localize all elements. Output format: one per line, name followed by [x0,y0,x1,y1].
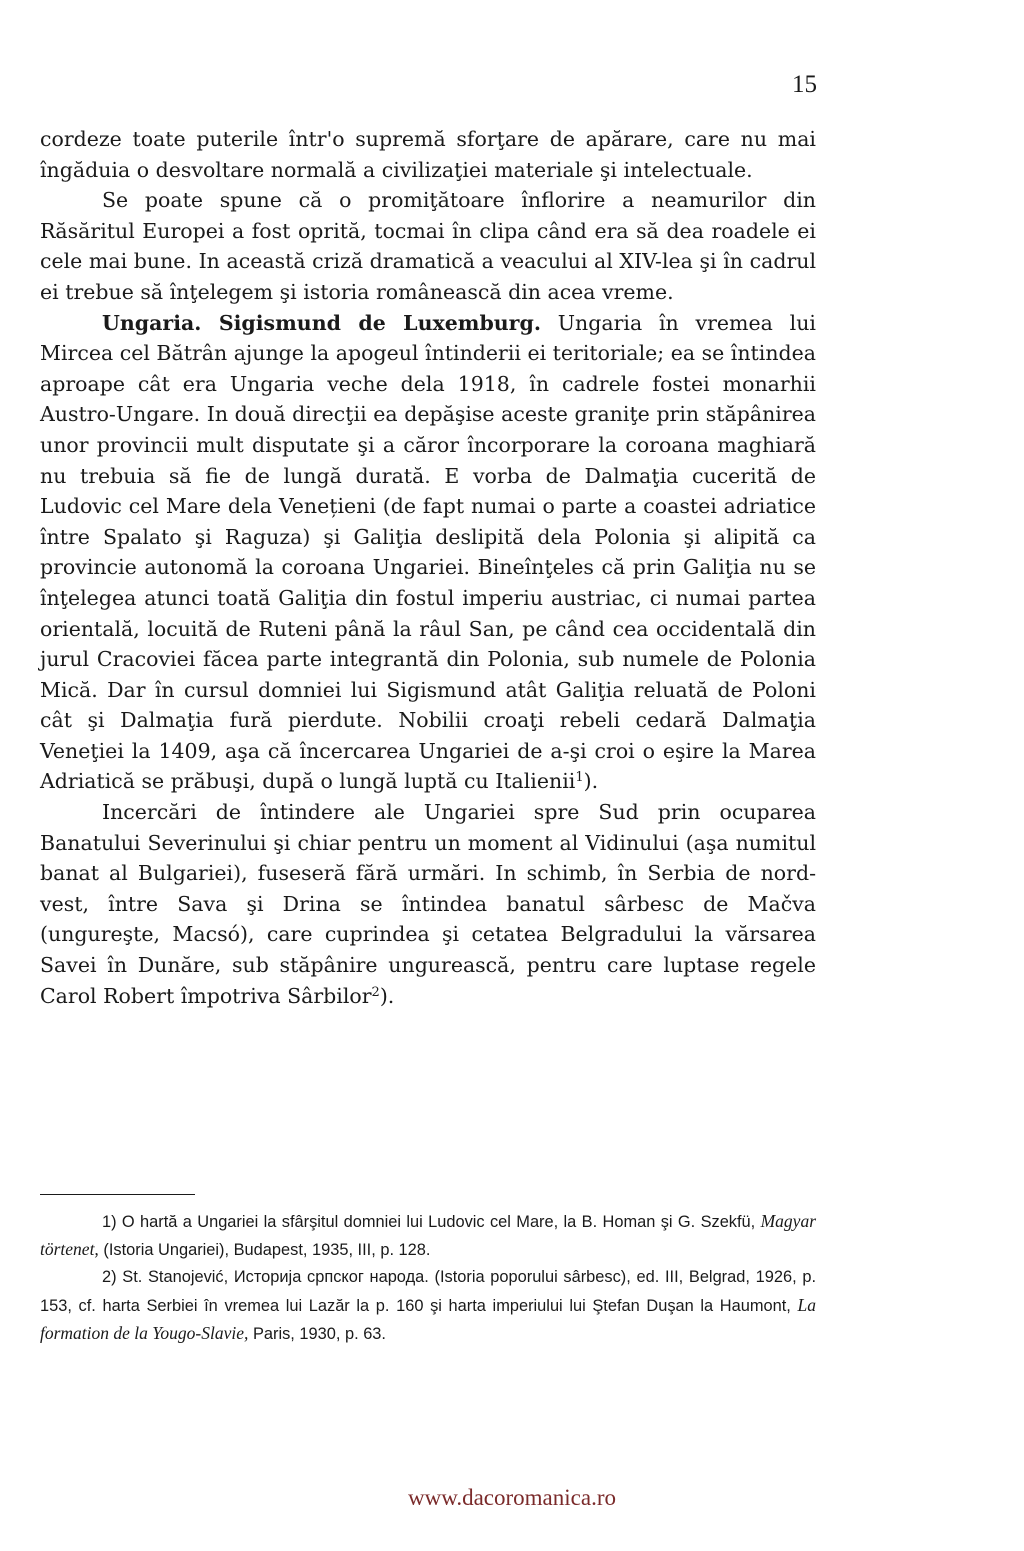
paragraph [40,797,816,1011]
footnote-text: 1) O hartă a Ungariei la sfârşitul domniei lui Ludovic cel Mare, la B. Homan şi G. Szekfü, [102,1213,761,1231]
section-heading: Ungaria. Sigismund de Luxemburg. [102,310,541,335]
footnotes [40,1208,816,1348]
paragraph [40,185,816,307]
paragraph-tail: ). [583,769,599,794]
paragraph-text: Ungaria în vremea lui Mircea cel Bătrân ajunge la apogeul întinderii ei teritoriale; ea se întindea aproape cât era Ungaria veche dela 1918, în cadrele fostei monarhii Austro-Ungare. In două direcţii ea depăşise aceste graniţe prin stăpânirea unor provincii mult disputate şi a căror încorporare la coroana maghiară nu trebuia să fie de lungă durată. E vorba de Dalmaţia cucerită de Ludovic cel Mare dela Venețieni (de fapt numai o parte a coastei adriatice între Spalato şi Raguza) şi Galiţia deslipită dela Polonia şi alipită ca provincie autonomă la coroana Ungariei. Bineînţeles că prin Galiţia nu se înţelegea atunci toată Galiţia din fostul imperiu austriac, ci numai partea orientală, locuită de Ruteni până la râul San, pe când cea occidentală din jurul Cracoviei făcea parte integrantă din Polonia, sub numele de Polonia Mică. Dar în cursul domniei lui Sigismund atât Galiţia reluată de Poloni cât şi Dalmaţia fură pierdute. Nobilii croaţi rebeli cedară Dalmaţia Veneţiei la 1409, aşa că încercarea Ungariei de a-şi croi o eşire la Marea Adriatică se prăbuşi, după o lungă luptă cu Italienii [40,310,816,794]
paragraph-text: Se poate spune că o promiţătoare înflorire a neamurilor din Răsăritul Europei a fost oprită, tocmai în clipa când era să dea roadele ei cele mai bune. In această criză dramatică a veacului al XIV-lea şi în cadrul ei trebue să înţelegem şi istoria românească din acea vreme. [40,188,816,304]
paragraph-tail: ). [379,983,395,1008]
paragraph-ungaria [40,308,816,798]
page-number: 15 [792,71,817,98]
footnote-text: 2) St. Stanojević, Историја српског народа. (Istoria poporului sârbesc), ed. III, Belgrad, 1926, p. 153, cf. harta Serbiei în vremea lui Lazăr la p. 160 şi harta imperiului lui Ştefan Duşan la Haumont, [40,1268,816,1315]
footnote-ref[interactable]: 2 [371,984,380,1000]
paragraph-continued [40,124,816,185]
paragraph-text: Incercări de întindere ale Ungariei spre Sud prin ocuparea Banatului Severinului şi chiar pentru un moment al Vidinului (aşa numitul banat al Bulgariei), fuseseră fără urmări. In schimb, în Serbia de nord-vest, între Sava şi Drina se întindea banatul sârbesc de Mačva (ungureşte, Macsó), care cuprindea şi cetatea Belgradului la vărsarea Savei în Dunăre, sub stăpânire ungurească, pentru care luptase regele Carol Robert împotriva Sârbilor [40,800,816,1008]
footnote-title: Magyar törtenet, [40,1211,816,1260]
footnote-ref[interactable]: 1 [575,770,584,786]
footnote-text: (Istoria Ungariei), Budapest, 1935, III, p. 128. [98,1241,431,1260]
paragraph-text: cordeze toate puterile într'o supremă sforţare de apărare, care nu mai îngăduia o desvoltare normală a civilizaţiei materiale şi intelectuale. [40,127,816,182]
footnote-text: Paris, 1930, p. 63. [248,1324,386,1343]
footnote-1 [40,1208,816,1264]
footnote-divider [40,1194,195,1195]
body-text [40,124,816,1011]
watermark-link[interactable]: www.dacoromanica.ro [408,1485,616,1510]
footnote-title: La formation de la Yougo-Slavie, [40,1294,816,1343]
footnote-2 [40,1264,816,1348]
